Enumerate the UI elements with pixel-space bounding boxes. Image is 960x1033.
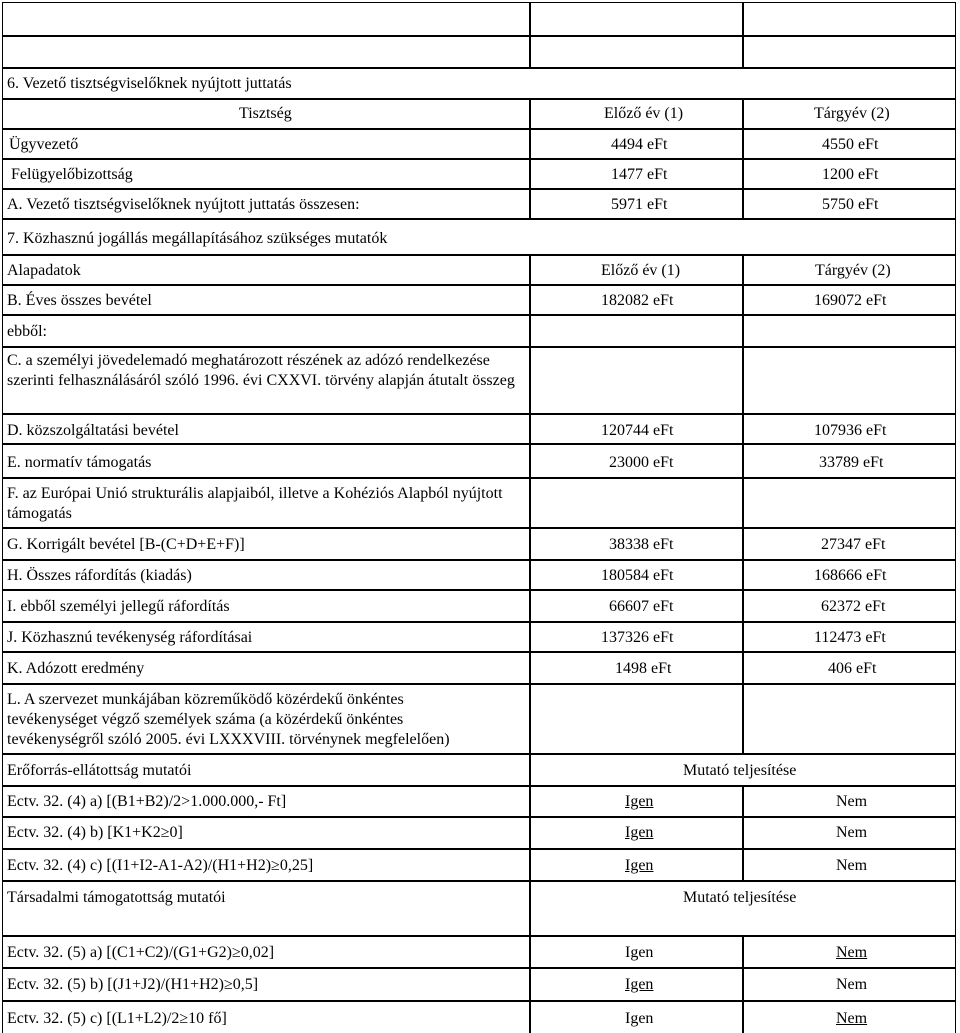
row-prev-value: 66607 eFt — [609, 598, 674, 615]
row-prev-value: 120744 eFt — [601, 422, 674, 439]
row-prev-value: 137326 eFt — [601, 629, 674, 646]
row-current-value: 107936 eFt — [814, 422, 887, 439]
empty-header-row — [2, 2, 956, 36]
table-row — [2, 684, 956, 754]
option-yes: Igen — [625, 976, 654, 993]
table-row-total — [2, 189, 956, 219]
row-label: B. Éves összes bevétel — [7, 292, 152, 309]
row-current-value: 33789 eFt — [819, 454, 884, 471]
table-row — [2, 1001, 956, 1033]
row-current-value: 1200 eFt — [822, 166, 879, 183]
row-label: Felügyelőbizottság — [11, 166, 133, 183]
option-yes: Igen — [625, 824, 654, 841]
section-6-title: 6. Vezető tisztségviselőknek nyújtott juttatás — [7, 75, 292, 92]
section-7-header-row — [2, 255, 956, 285]
resources-title: Erőforrás-ellátottság mutatói — [7, 762, 192, 779]
row-label: ebből: — [7, 323, 47, 340]
table-row — [2, 347, 956, 414]
row-prev-value: 1477 eFt — [611, 166, 668, 183]
option-yes: Igen — [625, 793, 654, 810]
option-no: Nem — [836, 793, 868, 810]
header-position: Tisztség — [239, 105, 292, 122]
table-row — [2, 590, 956, 622]
row-label: F. az Európai Unió strukturális alapjaiból, illetve a Kohéziós Alapból nyújtott támogatás — [7, 485, 503, 522]
row-current-value: 62372 eFt — [821, 598, 886, 615]
row-label: G. Korrigált bevétel [B-(C+D+E+F)] — [7, 536, 245, 553]
header-prev-year: Előző év (1) — [601, 262, 681, 279]
row-label: A. Vezető tisztségviselőknek nyújtott juttatás összesen: — [7, 196, 360, 213]
header-current-year: Tárgyév (2) — [814, 105, 890, 122]
option-yes: Igen — [625, 857, 654, 874]
header-current-year: Tárgyév (2) — [815, 262, 891, 279]
table-row — [2, 129, 956, 159]
row-current-value: 169072 eFt — [814, 292, 887, 309]
section-7-title: 7. Közhasznú jogállás megállapításához szükséges mutatók — [7, 230, 388, 247]
empty-row — [2, 36, 956, 68]
indicator-label: Ectv. 32. (4) c) [(I1+I2-A1-A2)/(H1+H2)≥0,25] — [7, 857, 314, 874]
option-no: Nem — [836, 976, 868, 993]
table-row — [2, 849, 956, 881]
support-result-header: Mutató teljesítése — [683, 889, 797, 906]
row-label: C. a személyi jövedelemadó meghatározott részének az adózó rendelkezése szerinti felhasználásáról szóló 1996. évi CXXVI. törvény alapján átutalt összeg — [7, 352, 515, 389]
indicator-label: Ectv. 32. (5) a) [(C1+C2)/(G1+G2)≥0,02] — [7, 944, 275, 961]
row-label: L. A szervezet munkájában közreműködő közérdekű önkéntes tevékenységet végző személyek száma (a közérdekű önkéntes tevékenységről szóló 2005. évi LXXXVIII. törvénynek megfelelően) — [7, 691, 450, 748]
table-row — [2, 968, 956, 1001]
row-prev-value: 4494 eFt — [611, 136, 668, 153]
row-label: Ügyvezető — [9, 136, 79, 153]
row-label: E. normatív támogatás — [7, 454, 152, 471]
row-current-value: 5750 eFt — [822, 196, 879, 213]
resources-result-header: Mutató teljesítése — [683, 762, 797, 779]
row-current-value: 112473 eFt — [814, 629, 886, 646]
support-title: Társadalmi támogatottság mutatói — [7, 889, 226, 906]
row-prev-value: 5971 eFt — [611, 196, 668, 213]
section-6-header-row — [2, 99, 956, 129]
section-7-title-row — [2, 219, 956, 255]
table-row — [2, 315, 956, 347]
table-row — [2, 478, 956, 528]
table-row — [2, 414, 956, 444]
table-row — [2, 285, 956, 315]
indicator-label: Ectv. 32. (5) b) [(J1+J2)/(H1+H2)≥0,5] — [7, 976, 259, 993]
option-yes: Igen — [625, 944, 654, 961]
table-row — [2, 159, 956, 189]
option-no: Nem — [836, 1010, 868, 1027]
table-row — [2, 936, 956, 968]
row-prev-value: 180584 eFt — [601, 567, 674, 584]
option-no: Nem — [836, 857, 868, 874]
row-prev-value: 23000 eFt — [609, 454, 674, 471]
indicator-label: Ectv. 32. (4) a) [(B1+B2)/2>1.000.000,- Ft] — [7, 793, 287, 810]
option-yes: Igen — [625, 1010, 654, 1027]
table-row — [2, 444, 956, 478]
row-label: J. Közhasznú tevékenység ráfordításai — [7, 629, 253, 646]
table-row — [2, 786, 956, 817]
row-current-value: 27347 eFt — [821, 536, 886, 553]
row-prev-value: 182082 eFt — [601, 292, 674, 309]
indicator-label: Ectv. 32. (5) c) [(L1+L2)/2≥10 fő] — [7, 1010, 227, 1027]
row-current-value: 406 eFt — [828, 660, 877, 677]
row-label: K. Adózott eredmény — [7, 660, 145, 677]
row-prev-value: 1498 eFt — [615, 660, 672, 677]
indicator-label: Ectv. 32. (4) b) [K1+K2≥0] — [7, 824, 183, 841]
table-row — [2, 622, 956, 652]
row-current-value: 4550 eFt — [822, 136, 879, 153]
option-no: Nem — [836, 944, 868, 961]
row-current-value: 168666 eFt — [814, 567, 887, 584]
row-prev-value: 38338 eFt — [609, 536, 674, 553]
table-row — [2, 652, 956, 684]
table-row — [2, 528, 956, 560]
header-basic-data: Alapadatok — [7, 262, 81, 279]
support-header-row — [2, 881, 956, 936]
table-row — [2, 560, 956, 590]
option-no: Nem — [836, 824, 868, 841]
row-label: H. Összes ráfordítás (kiadás) — [7, 567, 192, 584]
resources-header-row — [2, 754, 956, 786]
row-label: I. ebből személyi jellegű ráfordítás — [7, 598, 230, 615]
header-prev-year: Előző év (1) — [604, 105, 684, 122]
section-6-title-row — [2, 68, 956, 99]
table-row — [2, 817, 956, 849]
row-label: D. közszolgáltatási bevétel — [7, 422, 179, 439]
